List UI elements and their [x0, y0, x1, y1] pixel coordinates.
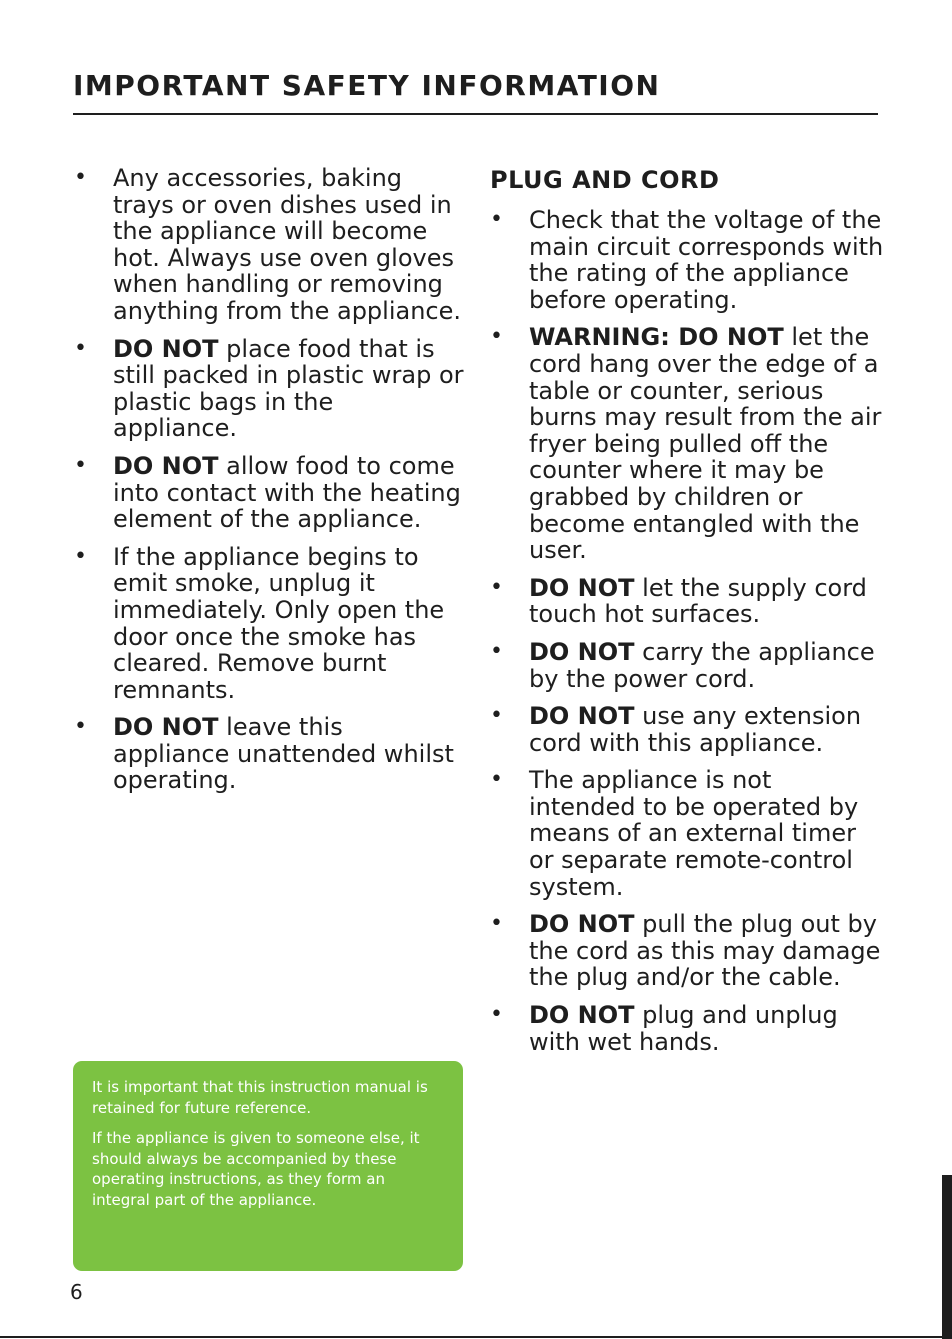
item-emphasis: DO NOT: [529, 637, 635, 666]
page-bottom-border: [0, 1336, 952, 1338]
bullet-icon: •: [490, 324, 503, 350]
list-item: [74, 453, 464, 533]
item-text: let the cord hang over the edge of a table or counter, serious burns may result from the air fryer being pulled off the counter where it may be grabbed by children or become entangled with the user.: [529, 323, 882, 565]
bullet-icon: •: [490, 1002, 503, 1028]
list-item: [74, 544, 464, 704]
item-text: let the supply cord touch hot surfaces.: [529, 573, 867, 629]
note-paragraph: If the appliance is given to someone else, it should always be accompanied by these operating instructions, as they form an integral part of the appliance.: [92, 1129, 420, 1209]
list-item: [490, 767, 885, 900]
bullet-icon: •: [490, 638, 503, 664]
bullet-icon: •: [74, 452, 87, 478]
item-text: place food that is still packed in plastic wrap or plastic bags in the appliance.: [113, 334, 464, 443]
bullet-icon: •: [490, 574, 503, 600]
bullet-icon: •: [74, 335, 87, 361]
item-text: allow food to come into contact with the heating element of the appliance.: [113, 451, 461, 534]
item-text: The appliance is not intended to be operated by means of an external timer or separate remote-control system.: [529, 766, 859, 901]
item-text: leave this appliance unattended whilst operating.: [113, 713, 454, 795]
list-item: [490, 575, 885, 628]
item-text: Check that the voltage of the main circuit corresponds with the rating of the appliance before operating.: [529, 206, 884, 314]
list-item: [74, 714, 464, 794]
item-emphasis: DO NOT: [529, 573, 635, 602]
item-emphasis: DO NOT: [529, 1001, 635, 1030]
item-text: use any extension cord with this appliance.: [529, 702, 862, 757]
item-emphasis: DO NOT: [113, 334, 219, 363]
plug-cord-list: [490, 207, 885, 1055]
bullet-icon: •: [490, 767, 503, 793]
item-text: If the appliance begins to emit smoke, unplug it immediately. Only open the door once the smoke has cleared. Remove burnt remnants.: [113, 542, 445, 704]
bullet-icon: •: [74, 543, 87, 569]
section-tab-marker: [942, 1175, 952, 1339]
list-item: [74, 336, 464, 442]
list-item: [490, 207, 885, 313]
bullet-icon: •: [74, 165, 87, 190]
title-divider: [73, 113, 878, 115]
list-item: [74, 165, 464, 325]
bullet-icon: •: [74, 714, 87, 740]
section-heading: PLUG AND CORD: [490, 166, 720, 194]
note-paragraph: It is important that this instruction manual is retained for future reference.: [92, 1078, 428, 1117]
item-text: pull the plug out by the cord as this may damage the plug and/or the cable.: [529, 910, 881, 992]
list-item: [490, 324, 885, 563]
left-safety-list: [74, 165, 464, 794]
right-column: [490, 165, 885, 1066]
item-text: plug and unplug with wet hands.: [529, 1001, 838, 1056]
page-title: IMPORTANT SAFETY INFORMATION: [73, 69, 661, 102]
list-item: [490, 703, 885, 756]
item-emphasis: DO NOT: [113, 713, 219, 742]
item-text: carry the appliance by the power cord.: [529, 637, 875, 693]
item-emphasis: WARNING: DO NOT: [529, 323, 784, 352]
list-item: [490, 911, 885, 991]
left-column: [74, 165, 464, 805]
list-item: [490, 1002, 885, 1055]
item-emphasis: DO NOT: [529, 910, 635, 939]
bullet-icon: •: [490, 911, 503, 937]
list-item: [490, 639, 885, 692]
item-emphasis: DO NOT: [113, 451, 219, 480]
item-text: Any accessories, baking trays or oven dishes used in the appliance will become hot. Always use oven gloves when handling or removing anything from the appliance.: [113, 164, 461, 325]
bullet-icon: •: [490, 207, 503, 232]
retain-manual-note: [73, 1061, 463, 1271]
bullet-icon: •: [490, 703, 503, 729]
page-number: 6: [70, 1280, 83, 1304]
item-emphasis: DO NOT: [529, 702, 635, 731]
